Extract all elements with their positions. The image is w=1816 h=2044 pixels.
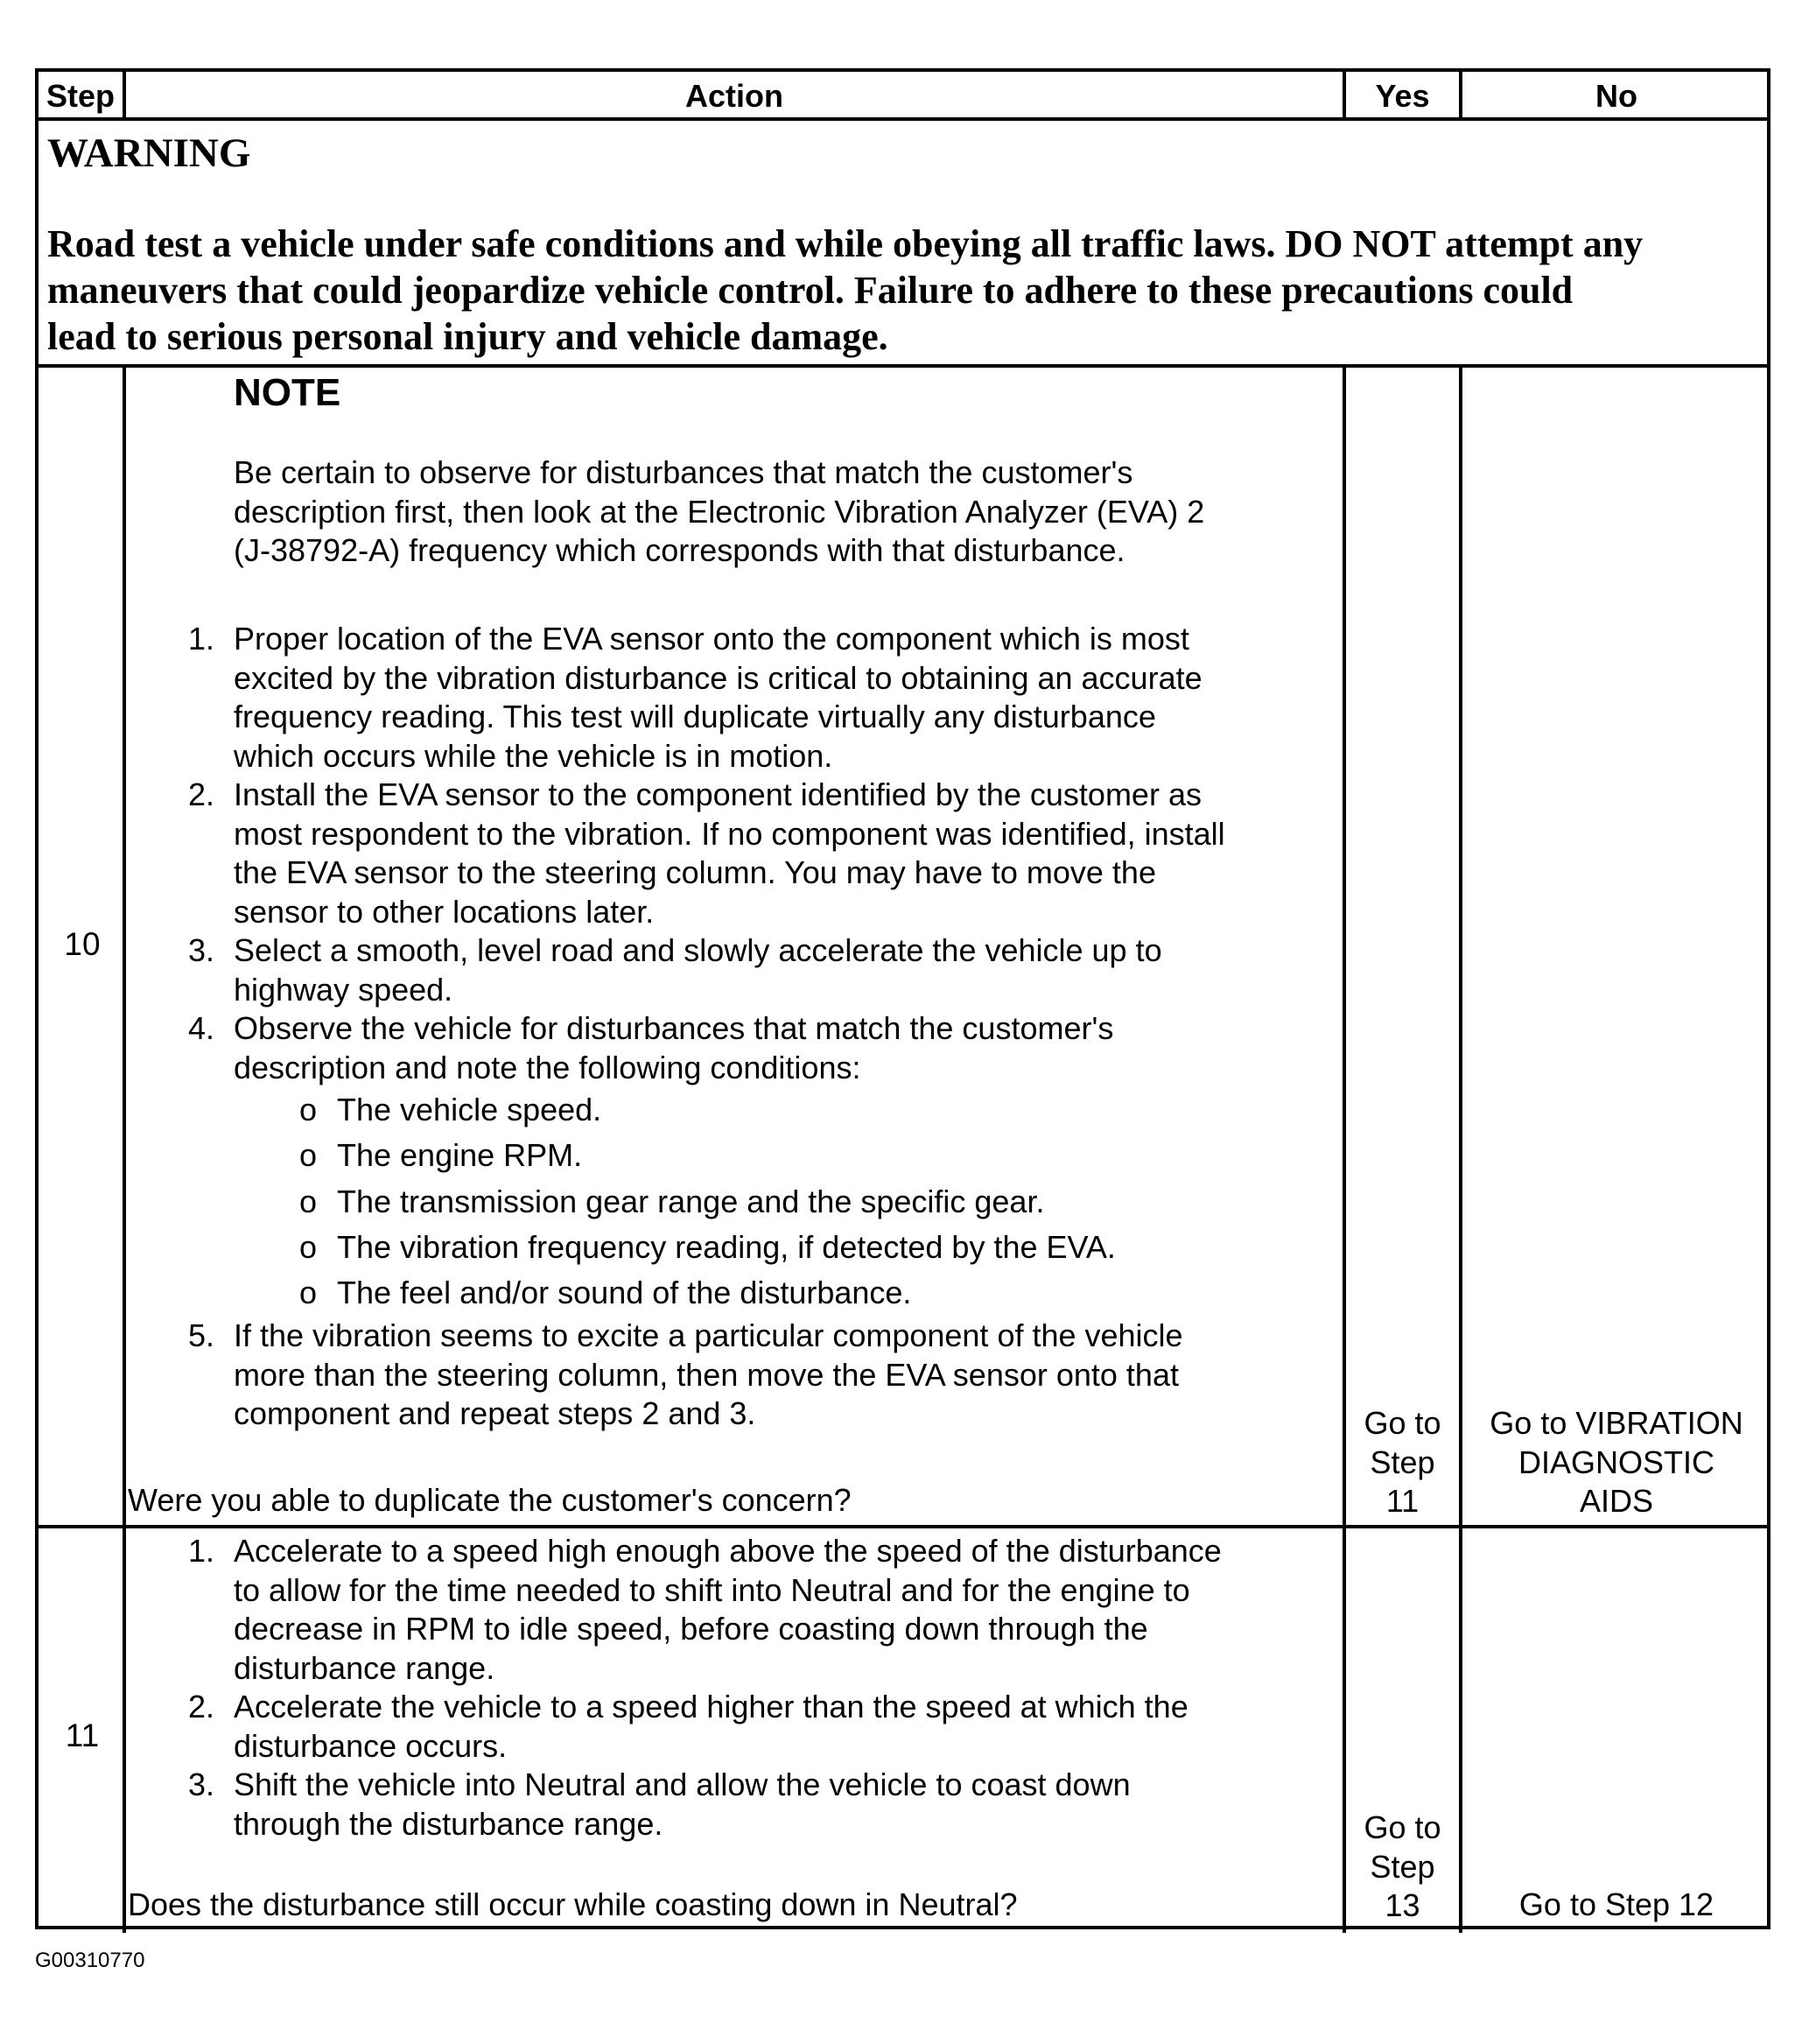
no-line: DIAGNOSTIC <box>1518 1443 1714 1480</box>
item-number: 2. <box>187 1689 214 1724</box>
item-line: most respondent to the vibration. If no component was identified, install <box>234 815 1225 852</box>
note-line: Be certain to observe for disturbances that match the customer's <box>234 454 1133 490</box>
item-line: which occurs while the vehicle is in motion. <box>234 737 833 774</box>
step10-divider <box>39 1525 1767 1528</box>
yes-line: Step <box>1370 1443 1435 1480</box>
header-step: Step <box>46 78 115 114</box>
header-action: Action <box>685 78 783 114</box>
note-title: NOTE <box>234 371 341 414</box>
item-line: decrease in RPM to idle speed, before coasting down through the <box>234 1611 1148 1647</box>
yes-line: Go to <box>1364 1809 1441 1845</box>
yes-line: Go to <box>1364 1405 1441 1441</box>
step-number-10: 10 <box>64 926 101 962</box>
item-line: highway speed. <box>234 971 453 1008</box>
warning-text <box>47 221 1763 360</box>
step11-no-result <box>1462 1886 1770 1925</box>
bullet-marker: o <box>299 1229 318 1265</box>
condition-text: The vibration frequency reading, if detected by the EVA. <box>337 1229 1116 1265</box>
item-line: Install the EVA sensor to the component identified by the customer as <box>234 776 1202 812</box>
step10-yes-result <box>1346 1404 1459 1521</box>
condition-text: The vehicle speed. <box>337 1092 602 1127</box>
item-line: more than the steering column, then move the EVA sensor onto that <box>234 1356 1179 1393</box>
no-line: Go to VIBRATION <box>1490 1405 1743 1441</box>
header-no: No <box>1595 78 1637 114</box>
item-line: excited by the vibration disturbance is critical to obtaining an accurate <box>234 659 1202 696</box>
col-divider-yes <box>1459 364 1462 1933</box>
item-line: frequency reading. This test will duplicate virtually any disturbance <box>234 699 1156 734</box>
condition-text: The transmission gear range and the specific gear. <box>337 1184 1045 1219</box>
note-line: (J-38792-A) frequency which corresponds with that disturbance. <box>234 532 1125 568</box>
figure-code: G00310770 <box>35 1949 145 1972</box>
col-divider-step <box>123 364 126 1933</box>
yes-line: 13 <box>1385 1887 1420 1923</box>
yes-line: Step <box>1370 1848 1435 1885</box>
item-line: through the disturbance range. <box>234 1805 663 1842</box>
condition-text: The feel and/or sound of the disturbance. <box>337 1275 912 1310</box>
warning-divider <box>39 364 1767 368</box>
note-line: description first, then look at the Electronic Vibration Analyzer (EVA) 2 <box>234 493 1205 530</box>
item-number: 3. <box>187 1767 214 1802</box>
warning-line: lead to serious personal injury and vehicle damage. <box>47 315 888 358</box>
item-line: Accelerate the vehicle to a speed higher than the speed at which the <box>234 1689 1188 1724</box>
item-number: 4. <box>187 1010 214 1046</box>
warning-title: WARNING <box>47 130 251 176</box>
item-line: disturbance occurs. <box>234 1727 508 1764</box>
yes-line: 11 <box>1385 1483 1420 1519</box>
item-line: disturbance range. <box>234 1649 495 1686</box>
note-text <box>234 453 1204 571</box>
header-yes: Yes <box>1375 78 1430 114</box>
item-line: Accelerate to a speed high enough above the speed of the disturbance <box>234 1533 1222 1569</box>
bullet-marker: o <box>299 1092 318 1127</box>
item-number: 1. <box>187 1533 214 1569</box>
item-line: to allow for the time needed to shift into Neutral and for the engine to <box>234 1571 1190 1608</box>
diagnostic-table <box>35 68 1770 1929</box>
step10-question: Were you able to duplicate the customer's concern? <box>128 1482 852 1518</box>
item-line: the EVA sensor to the steering column. You may have to move the <box>234 854 1156 890</box>
no-line: AIDS <box>1579 1483 1654 1519</box>
item-line: component and repeat steps 2 and 3. <box>234 1395 756 1431</box>
item-number: 1. <box>187 621 214 657</box>
item-number: 2. <box>187 776 214 812</box>
warning-line: maneuvers that could jeopardize vehicle control. Failure to adhere to these precautions could <box>47 269 1574 312</box>
step11-yes-result <box>1346 1809 1459 1926</box>
step-number-11: 11 <box>65 1717 100 1753</box>
bullet-marker: o <box>299 1275 318 1310</box>
no-line: Go to Step 12 <box>1518 1886 1714 1922</box>
bullet-marker: o <box>299 1184 318 1219</box>
item-number: 3. <box>187 932 214 968</box>
step11-question: Does the disturbance still occur while coasting down in Neutral? <box>128 1886 1018 1922</box>
item-line: If the vibration seems to excite a particular component of the vehicle <box>234 1317 1183 1353</box>
item-line: sensor to other locations later. <box>234 893 655 930</box>
step10-no-result <box>1462 1404 1770 1521</box>
bullet-marker: o <box>299 1137 318 1173</box>
item-line: description and note the following conditions: <box>234 1049 861 1085</box>
item-line: Proper location of the EVA sensor onto the component which is most <box>234 621 1189 657</box>
item-line: Select a smooth, level road and slowly accelerate the vehicle up to <box>234 932 1162 968</box>
condition-text: The engine RPM. <box>337 1137 583 1173</box>
warning-line: Road test a vehicle under safe conditions and while obeying all traffic laws. DO NOT attempt any <box>47 222 1644 265</box>
item-line: Observe the vehicle for disturbances that match the customer's <box>234 1010 1114 1046</box>
item-number: 5. <box>187 1317 214 1353</box>
item-line: Shift the vehicle into Neutral and allow the vehicle to coast down <box>234 1767 1131 1802</box>
